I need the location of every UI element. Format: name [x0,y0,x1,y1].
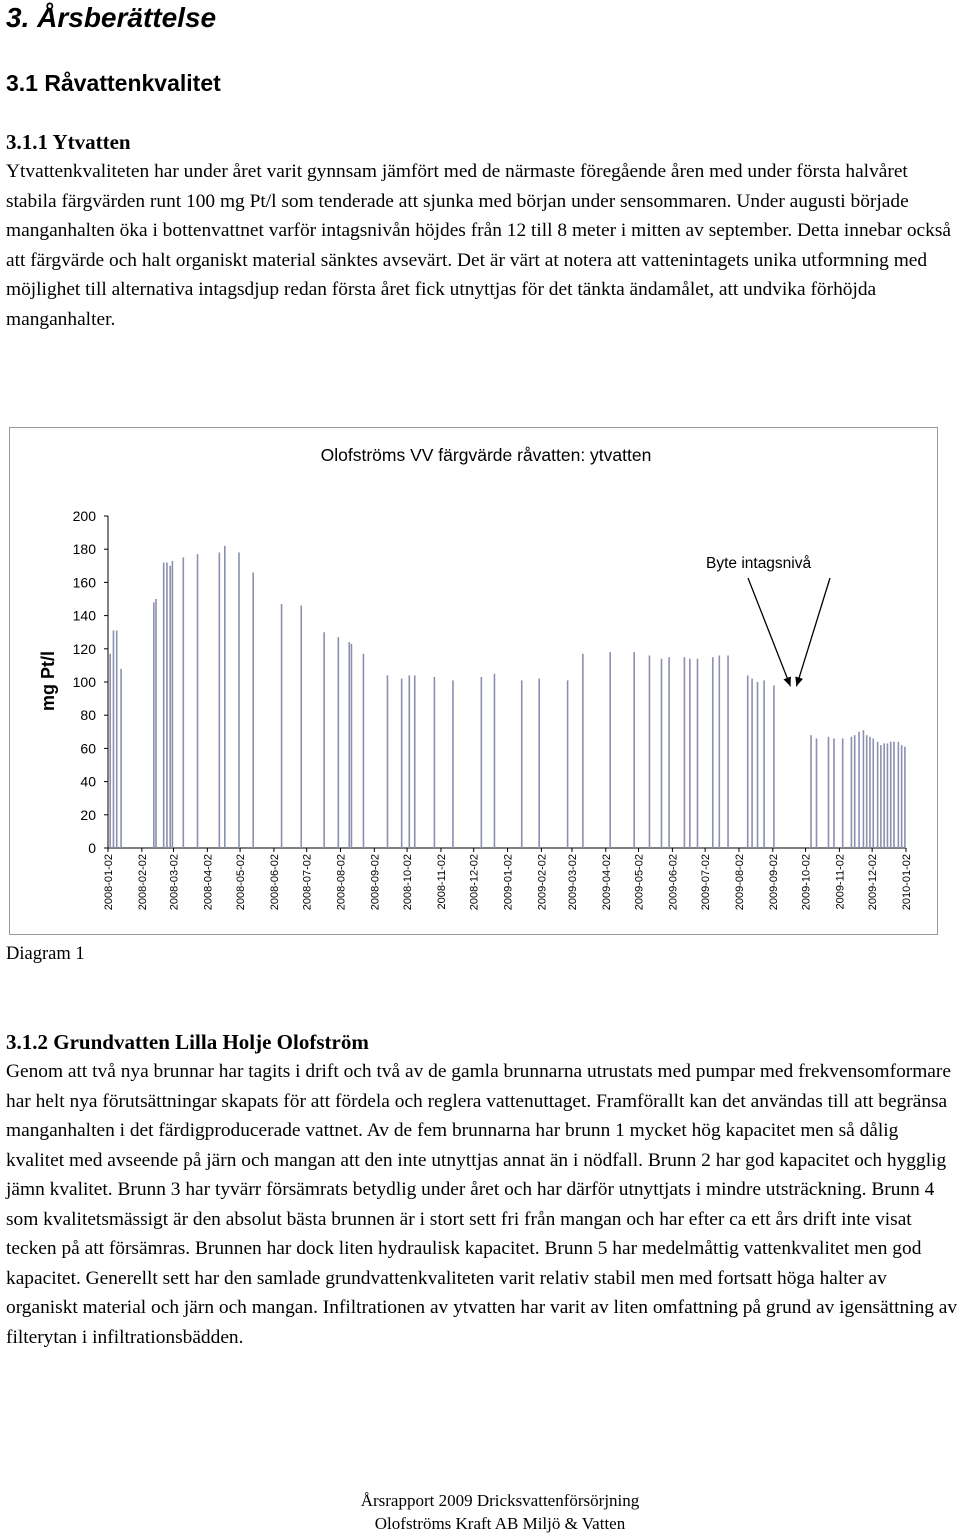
annotation-arrow-line [796,578,830,686]
y-tick-label: 200 [72,508,96,524]
y-tick-label: 180 [72,541,96,558]
y-tick-label: 140 [72,607,96,624]
chart-title: Olofströms VV färgvärde råvatten: ytvatten [320,445,652,465]
y-tick-label: 80 [80,707,96,724]
x-tick-label: 2008-11-02 [435,854,448,910]
x-tick-label: 2008-06-02 [268,854,281,911]
x-tick-label: 2009-10-02 [800,854,813,911]
x-tick-label: 2009-12-02 [867,854,880,911]
x-tick-label: 2009-11-02 [834,854,847,910]
x-tick-label: 2008-01-02 [103,854,115,911]
x-tick-label: 2009-09-02 [767,854,780,911]
annotation-arrow-head [783,676,790,686]
y-tick-labels [73,508,108,856]
subsection-heading-grundvatten: 3.1.2 Grundvatten Lilla Holje Olofström [6,1030,369,1054]
x-tick-label: 2008-02-02 [136,854,149,911]
section-heading-1: 3. Årsberättelse [6,2,217,33]
paragraph-grundvatten: Genom att två nya brunnar har tagits i drift och två av de gamla brunnarna utrustats med pumpar med frekvensomformare har helt nya förutsättningar skapats för att fördela och reglera vattenuttaget. Framförallt kan det användas till att begränsa manganhalten i det färdigproducerade vattnet. Av de fem brunnarna har brunn 1 mycket hög kapacitet men så dålig kvalitet med avseende på järn och mangan att den inte utnyttjas annat än i nödfall. Brunn 2 har god kapacitet och hygglig jämn kvalitet. Brunn 3 har tyvärr försämrats betydlig under året och har därför utnyttjats i mindre utsträckning. Brunn 4 som kvalitetsmässigt är den absolut bästa brunnen är i stort sett fri från mangan och har efter ca ett års drift inte visat tecken på att försämras. Brunnen har dock liten hydraulisk kapacitet. Brunn 5 har medelmåttig vattenkvalitet men god kapacitet. Generellt sett har den samlade grundvattenkvaliteten varit relativ stabil men med fortsatt höga halter av organiskt material och järn och mangan. Infiltrationen av ytvatten har varit av liten omfattning på grund av igensättning av filterytan i infiltrationsbädden. [6,1061,958,1348]
x-tick-label: 2008-07-02 [301,854,314,911]
x-tick-label: 2008-09-02 [369,854,382,911]
x-tick-label: 2009-04-02 [600,854,613,911]
x-tick-label: 2009-08-02 [733,854,746,911]
color-value-chart [10,428,936,933]
annotation-arrow-head [795,677,803,687]
subsection-heading-ytvatten: 3.1.1 Ytvatten [6,130,131,154]
x-tick-label: 2008-04-02 [202,854,215,911]
annotation-label: Byte intagsnivå [706,555,812,572]
y-tick-label: 20 [80,806,96,823]
x-tick-label: 2010-01-02 [901,854,913,911]
x-tick-label: 2009-02-02 [536,854,549,911]
x-tick-label: 2008-08-02 [335,854,348,911]
x-tick-label: 2009-06-02 [667,854,680,911]
y-tick-label: 40 [80,773,96,790]
y-tick-label: 60 [80,740,96,757]
annotation-arrows [748,578,830,686]
diagram-caption: Diagram 1 [6,944,85,964]
paragraph-ytvatten: Ytvattenkvaliteten har under året varit gynnsam jämfört med de närmaste föregående åren med under första halvåret stabila färgvärden runt 100 mg Pt/l som tenderade att sjunka med början under sensommaren. Under augusti började manganhalten öka i bottenvattnet varför intagsnivån höjdes från 12 till 8 meter i mitten av september. Detta innebar också att färgvärde och halt organiskt material sänktes avsevärt. Det är värt at notera att vattenintagets unika utformning med möjlighet till alternativa intagsdjup redan första året fick utnyttjas för det tänkta ändamålet, att undvika förhöjda manganhalter. [6,161,951,330]
x-tick-label: 2009-07-02 [700,854,713,911]
y-tick-label: 160 [72,574,96,591]
y-tick-label: 100 [72,674,96,690]
y-axis-label: mg Pt/l [38,650,58,712]
footer-line-report: Årsrapport 2009 Dricksvattenförsörjning [360,1491,640,1510]
x-tick-label: 2008-12-02 [468,854,481,911]
page-footer [0,1489,960,1535]
x-tick-labels [103,848,913,910]
y-tick-label: 0 [88,840,96,856]
x-tick-label: 2008-03-02 [168,854,181,911]
x-tick-label: 2008-10-02 [402,854,415,911]
x-tick-label: 2009-03-02 [566,854,579,911]
footer-line-company: Olofströms Kraft AB Miljö & Vatten [374,1514,626,1533]
x-tick-label: 2009-05-02 [633,854,646,911]
y-tick-label: 120 [72,640,96,657]
annotation-arrow-line [748,578,790,686]
chart-container [9,427,938,935]
x-tick-label: 2008-05-02 [235,854,248,911]
section-heading-2: 3.1 Råvattenkvalitet [6,70,221,96]
x-tick-label: 2009-01-02 [502,854,515,911]
